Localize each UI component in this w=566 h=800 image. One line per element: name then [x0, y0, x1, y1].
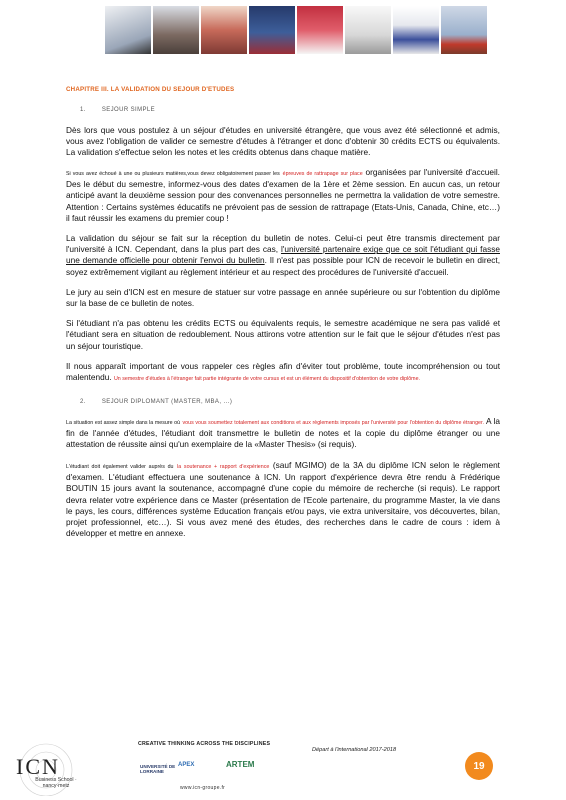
section-1-heading	[80, 107, 500, 113]
paragraph-bulletin	[66, 233, 500, 278]
header-photo	[153, 6, 199, 54]
rattrapage-highlight: épreuves de rattrapage sur place	[282, 170, 363, 177]
header-photo	[345, 6, 391, 54]
paragraph-rappel	[66, 361, 500, 385]
soutenance-body: (sauf MGIMO) de la 3A du diplôme ICN selon le règlement d'examen. L'étudiant effectuera une soutenance à ICN. Un rapport d'expérience devra être rendu à Frédérique BOUTIN 15 jours avant la soutenance, accompagné d'une copie du mémoire de recherche (si requis). Le rapport devra relater votre expérience dans ce Master (présentation de l'Ecole partenaire, du programme Master, la vie dans le pays, les cours, différences système Education français et/ou pays, vie extra universitaire, vos découvertes, bilan, projet professionnel, etc…). Si vous avez mené des études, des recherches dans le cadre de cours : idem à développer et mettre en annexe.	[66, 459, 500, 539]
paragraph-rattrapage	[66, 167, 500, 224]
paragraph-redoublement: Si l'étudiant n'a pas obtenu les crédits ECTS ou équivalents requis, le semestre académique ne sera pas validé et l'étudiant sera en situation de redoublement. Nous attirons votre attention sur le fait que le séjour d'études n'est pas un séjour touristique.	[66, 318, 500, 351]
section-2-number: 2.	[80, 398, 86, 405]
website-url: www.icn-groupe.fr	[180, 785, 226, 791]
partners-title: CREATIVE THINKING ACROSS THE DISCIPLINES	[138, 741, 271, 747]
section-2-title: SEJOUR DIPLOMANT (MASTER, MBA, …)	[101, 398, 233, 405]
diplomant-intro: La situation est assez simple dans la mesure où	[66, 419, 181, 426]
chapter-title: CHAPITRE III. LA VALIDATION DU SEJOUR D'ETUDES	[66, 86, 235, 93]
section-1-title: SEJOUR SIMPLE	[101, 107, 156, 113]
soutenance-intro: L'étudiant doit également valider auprès du	[66, 463, 174, 470]
bulletin-underlined: l'université partenaire exige que ce soit l'étudiant qui fasse une demande officielle pour obtenir l'envoi du bulletin	[66, 244, 500, 266]
header-photo-strip	[105, 6, 487, 54]
header-photo	[441, 6, 487, 54]
soutenance-highlight: la soutenance + rapport d'expérience	[177, 463, 270, 470]
partner-logo-lorraine: UNIVERSITÉ DE LORRAINE	[140, 764, 176, 774]
document-body	[66, 86, 500, 539]
paragraph-soutenance	[66, 460, 500, 540]
header-photo	[105, 6, 151, 54]
page-number-badge: 19	[465, 752, 493, 780]
partner-logo-apex: APEX	[178, 762, 195, 768]
rattrapage-body: organisées par l'université d'accueil. Des le début du semestre, informez-vous des dates d'examen de la 1ère et 2ème session. En aucun cas, un retour anticipé avant la deuxième session pour des convenances personnelles ne permettra la validation de votre semestre. Attention : Certains systèmes éducatifs ne prévoient pas de session de rattrapage (Etats-Unis, Canada, Chine, etc…) il faut réussir les examens du premier coup !	[66, 166, 500, 223]
header-photo	[393, 6, 439, 54]
paragraph-jury: Le jury au sein d'ICN est en mesure de statuer sur votre passage en année supérieure ou sur l'obtention du diplôme sur la base de ce bulletin de notes.	[66, 286, 500, 309]
section-1-number: 1.	[80, 107, 86, 113]
paragraph-diplomant	[66, 416, 500, 451]
diplomant-highlight: vous vous soumettez totalement aux conditions et aux règlements imposés par l'université pour l'obtention du diplôme étranger.	[182, 419, 484, 426]
page-footer-title: Départ à l'international 2017-2018	[312, 747, 397, 753]
rappel-highlight: Un semestre d'études à l'étranger fait partie intégrante de votre cursus et est un élément du dispositif d'obtention de votre diplôme.	[113, 376, 420, 383]
partner-logo-artem: ARTEM	[226, 760, 255, 769]
bulletin-intro: La validation du séjour se fait sur la réception du bulletin de notes. Celui-ci peut être transmis directement par l'université à ICN. Cependant, dans la plus part des cas,	[66, 233, 500, 255]
rattrapage-intro: Si vous avez échoué à une ou plusieurs matières,vous devez obligatoirement passer les	[66, 170, 280, 177]
icn-logo-subtitle: Business School · nancy·metz	[35, 777, 77, 789]
icn-logo: ICN	[16, 754, 60, 779]
header-photo	[249, 6, 295, 54]
bulletin-body: . Il n'est pas possible pour ICN de recevoir le bulletin en direct, soyez extrêmement vigilant au règlement intérieur et au respect des procédures de l'université d'accueil.	[66, 255, 500, 277]
rappel-body: Il nous apparaît important de vous rappeler ces règles afin d'éviter tout problème, toute incompréhension ou tout malentendu.	[66, 360, 500, 383]
section-2-heading	[80, 399, 500, 405]
header-photo	[297, 6, 343, 54]
diplomant-body: A la fin de l'année d'études, l'étudiant doit transmettre le bulletin de notes et la copie du diplôme étranger ou une attestation de réussite ainsi qu'un exemplaire de la «Master Thesis» (si requis).	[66, 415, 500, 450]
paragraph-obligation: Dès lors que vous postulez à un séjour d'études en université étrangère, que vous avez été sélectionné et admis, vous avez l'obligation de valider ce semestre d'études à l'étranger et donc d'obtenir 30 crédits ECTS ou équivalents. La validation s'effectue selon les notes et les crédits obtenus dans chaque matière.	[66, 125, 500, 158]
header-photo	[201, 6, 247, 54]
